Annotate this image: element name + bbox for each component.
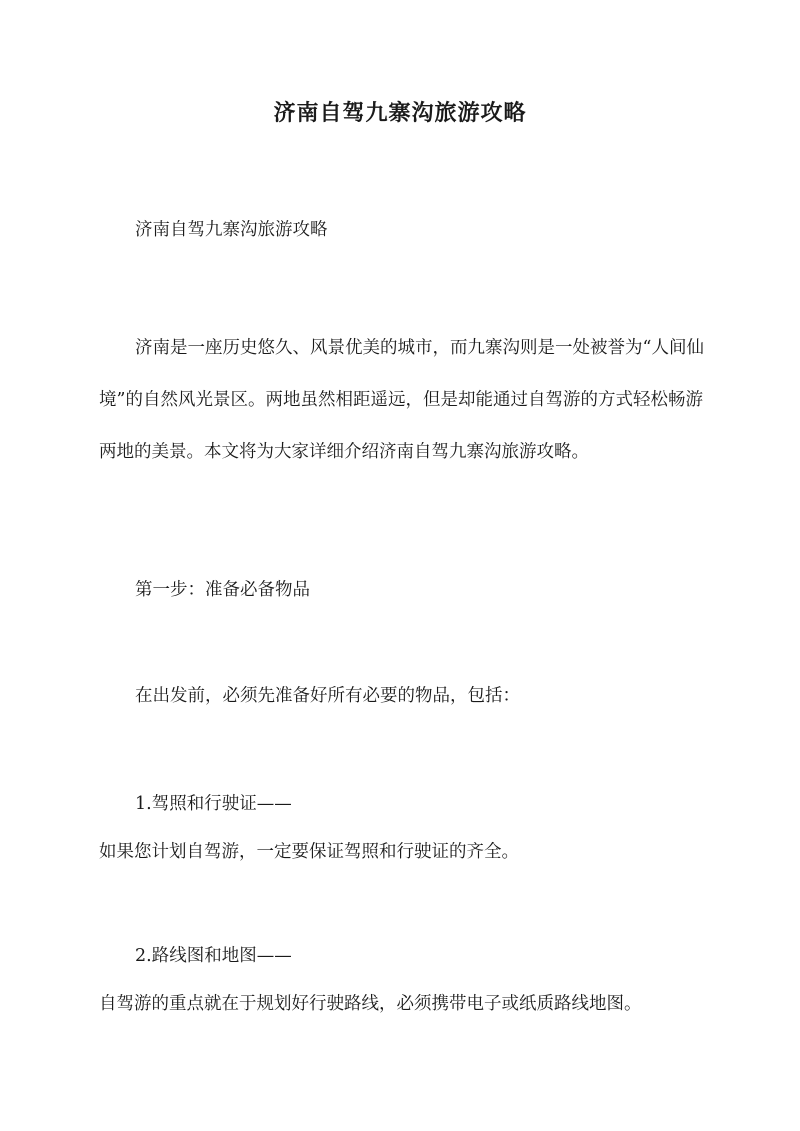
item1-heading: 1.驾照和行驶证—— <box>135 794 292 814</box>
item1-text: 如果您计划自驾游，一定要保证驾照和行驶证的齐全。 <box>99 842 519 862</box>
step1-text: 在出发前，必须先准备好所有必要的物品，包括： <box>135 686 520 706</box>
document-title: 济南自驾九寨沟旅游攻略 <box>273 100 527 126</box>
intro-paragraph: 济南是一座历史悠久、风景优美的城市，而九寨沟则是一处被誉为“人间仙境”的自然风光景区。两地虽然相距遥远，但是却能通过自驾游的方式轻松畅游两地的美景。本文将为大家详细介绍济南自驾九寨沟旅游攻略。 <box>99 338 704 462</box>
document-subtitle: 济南自驾九寨沟旅游攻略 <box>135 220 328 240</box>
item2-text: 自驾游的重点就在于规划好行驶路线，必须携带电子或纸质路线地图。 <box>99 994 642 1014</box>
item2-heading: 2.路线图和地图—— <box>135 946 292 966</box>
step1-heading: 第一步：准备必备物品 <box>135 580 310 600</box>
